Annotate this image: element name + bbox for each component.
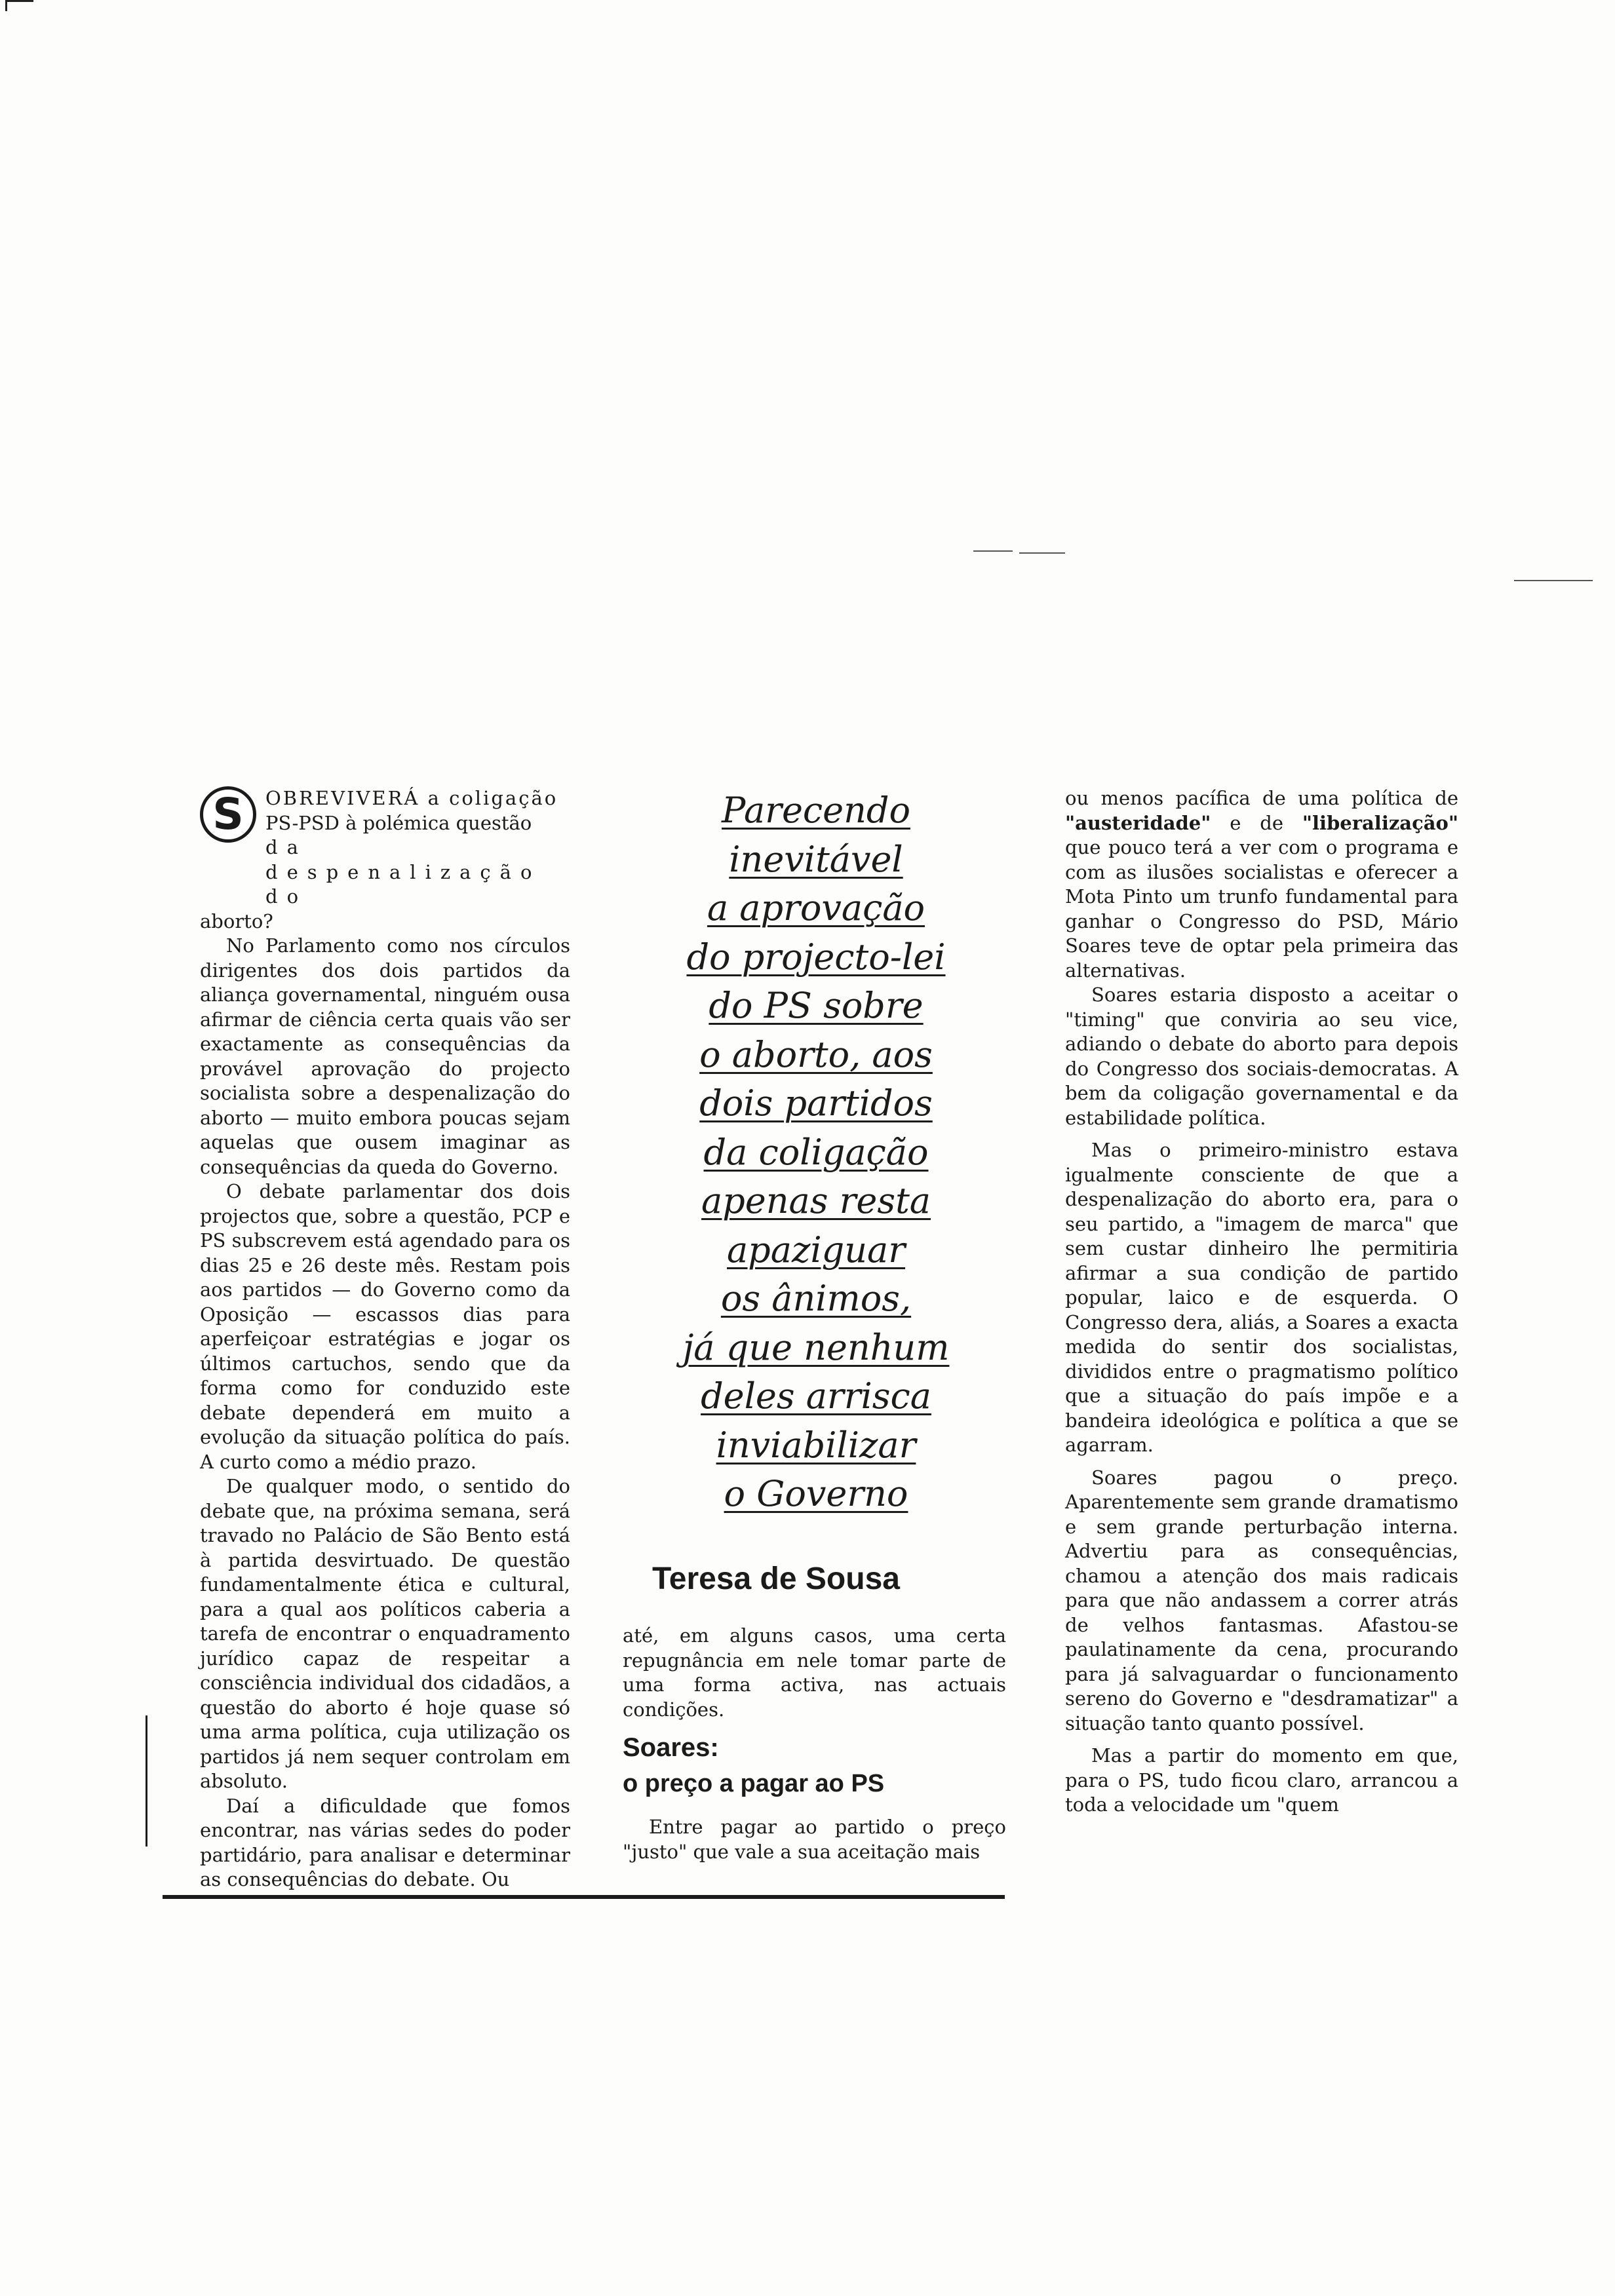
paragraph: De qualquer modo, o sentido do debate que, na próxima semana, será travado no Palácio de São Bento está à partida desvirtuado. De questão fundamentalmente ética e cultural, para a qual aos políticos caberia a tarefa de encontrar o enquadramento jurídico capaz de respeitar a consciência individual dos cidadãos, a questão do aborto é hoje quase só uma arma política, cuja utilização os partidos já nem sequer controlam em absoluto. <box>200 1475 570 1792</box>
article-column-middle-continued <box>623 1815 1006 1864</box>
lede-line: OBREVIVERÁ a coligação <box>265 787 558 809</box>
pull-quote-line: a aprovação <box>707 887 925 928</box>
pull-quote-line: inviabilizar <box>716 1424 916 1466</box>
subheading <box>623 1730 990 1802</box>
paragraph: No Parlamento como nos círculos dirigentes dos dois partidos da aliança governamental, ninguém ousa afirmar de ciência certa quais vão ser exactamente as consequências da provável aprovação do projecto socialista sobre a despenalização do aborto — muito embora poucas sejam aquelas que ousem imaginar as consequências da queda do Governo. <box>200 934 570 1178</box>
drop-cap: S <box>200 786 256 843</box>
pull-quote-line: já que nenhum <box>682 1326 950 1368</box>
scan-speck <box>973 550 1013 552</box>
pull-quote-line: inevitável <box>729 838 903 880</box>
pull-quote-line: apaziguar <box>726 1229 906 1271</box>
pull-quote-line: o Governo <box>724 1473 908 1514</box>
article-column-middle <box>623 1624 1006 1722</box>
lede-line: PS-PSD à polémica questão <box>265 811 532 834</box>
paragraph: O debate parlamentar dos dois projectos que, sobre a questão, PCP e PS subscrevem está agendado para os dias 25 e 26 deste mês. Restam pois aos partidos — do Governo como da Oposição — escassos dias para aperfeiçoar estratégias e jogar os últimos cartuchos, sendo que da forma como for conduzido este debate dependerá em muito a evolução da situação política do país. A curto como a médio prazo. <box>200 1180 570 1473</box>
pull-quote-line: deles arrisca <box>701 1375 931 1417</box>
paragraph <box>1065 786 1458 983</box>
article-column-left <box>200 786 570 1892</box>
pull-quote-line: os ânimos, <box>720 1278 912 1319</box>
scan-speck <box>1019 552 1065 554</box>
pull-quote-line: do projecto-lei <box>686 936 946 978</box>
pull-quote-line: do PS sobre <box>709 985 924 1026</box>
pull-quote-line: o aborto, aos <box>699 1033 933 1075</box>
scan-speck <box>1514 580 1593 581</box>
pull-quote-line: dois partidos <box>699 1082 933 1124</box>
pull-quote-line: apenas resta <box>701 1180 931 1221</box>
paragraph: Entre pagar ao partido o preço "justo" que vale a sua aceitação mais <box>623 1816 1006 1863</box>
text-run: e de <box>1211 811 1302 834</box>
byline: Teresa de Sousa <box>652 1561 900 1596</box>
subheading-line: o preço a pagar ao PS <box>623 1770 885 1797</box>
text-run: ou menos pacífica de uma política de <box>1065 787 1458 809</box>
paragraph: Mas o primeiro-ministro estava igualmente consciente de que a despenalização do aborto era, para o seu partido, a "imagem de marca" que sem custar dinheiro lhe permitiria afirmar a sua condição de partido popular, laico e de esquerda. O Congresso dera, aliás, a Soares a exacta medida do sentir dos socialistas, divididos entre o pragmatismo político que a situação do país impõe e a bandeira ideológica e política a que se agarram. <box>1065 1139 1458 1456</box>
scan-corner-mark <box>5 0 33 11</box>
paragraph: até, em alguns casos, uma certa repugnância em nele tomar parte de uma forma activa, nas actuais condições. <box>623 1624 1006 1721</box>
article-column-right <box>1065 786 1458 1818</box>
lede <box>200 786 570 839</box>
column-rule <box>146 1715 147 1846</box>
paragraph: Soares estaria disposto a aceitar o "timing" que conviria ao seu vice, adiando o debate do aborto para depois do Congresso dos sociais-democratas. A bem da coligação governamental e da estabilidade política. <box>1065 984 1458 1129</box>
pull-quote-line: Parecendo <box>722 790 910 831</box>
lede-line: aborto? <box>200 909 273 932</box>
paragraph: Daí a dificuldade que fomos encontrar, nas várias sedes do poder partidário, para analisar e determinar as consequências do debate. Ou <box>200 1794 570 1890</box>
text-run: "austeridade" <box>1065 811 1211 834</box>
pull-quote-line: da coligação <box>703 1131 929 1173</box>
paragraph: Soares pagou o preço. Aparentemente sem grande dramatismo e sem grande perturbação interna. Advertiu para as consequências, chamou a atenção dos mais radicais para que não andassem a correr atrás de velhos fantasmas. Afastou-se paulatinamente da cena, procurando para já salvaguardar o funcionamento sereno do Governo e "desdramatizar" a situação tanto quanto possível. <box>1065 1466 1458 1734</box>
pull-quote <box>629 786 1003 1519</box>
bottom-rule <box>163 1895 1005 1899</box>
text-run: que pouco terá a ver com o programa e com as ilusões socialistas e oferecer a Mota Pinto um trunfo fundamental para ganhar o Congresso do PSD, Mário Soares teve de optar pela primeira das alternativas. <box>1065 836 1458 982</box>
paragraph: Mas a partir do momento em que, para o PS, tudo ficou claro, arrancou a toda a velocidade um "quem <box>1065 1744 1458 1816</box>
lede-line: da despenalização do <box>265 836 541 908</box>
text-run: "liberalização" <box>1302 811 1458 834</box>
subheading-line: Soares: <box>623 1733 719 1762</box>
